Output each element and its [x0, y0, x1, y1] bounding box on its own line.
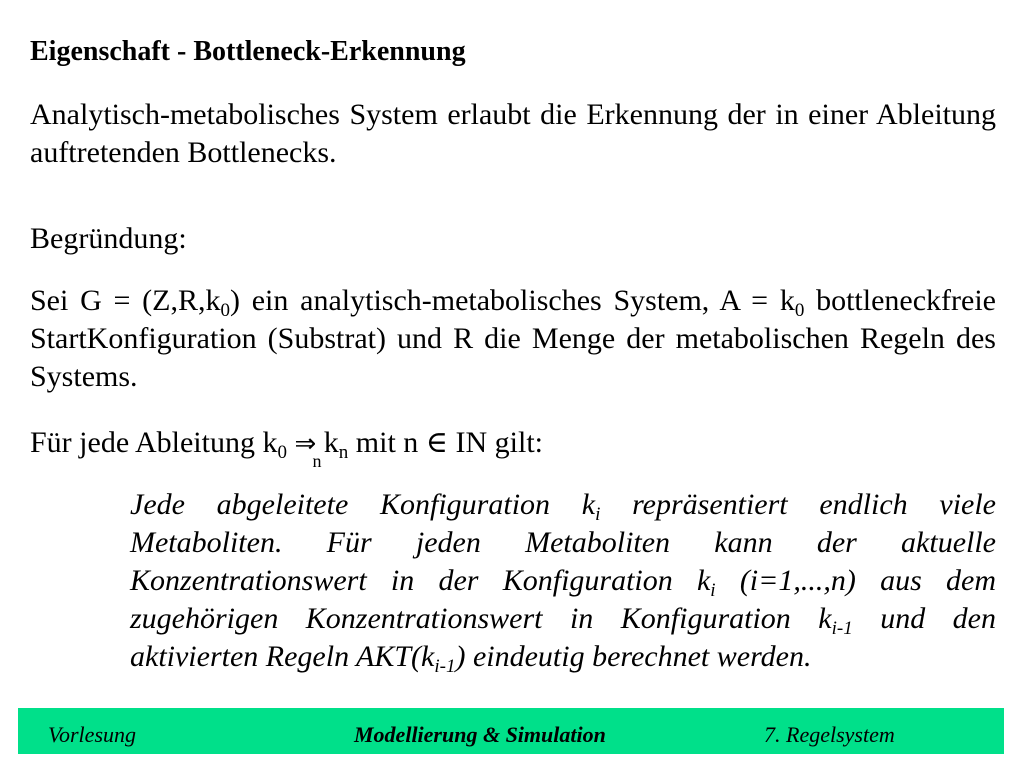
text-span: und den aktivierten Regeln AKT(k: [130, 602, 996, 673]
text-span: mit n: [348, 426, 426, 459]
definition-paragraph: [30, 282, 996, 396]
subscript: n: [338, 442, 349, 463]
text-span: Sei G = (Z,R,k: [30, 284, 221, 317]
arrow-symbol: ⇒: [294, 429, 317, 459]
subscript: i: [710, 580, 716, 601]
footer-chapter: 7. Regelsystem: [764, 722, 895, 747]
conclusion-paragraph: [130, 486, 996, 676]
text-span: Für jede Ableitung k: [30, 426, 278, 459]
arrow-subscript: n: [312, 451, 322, 471]
footer-lecture: Vorlesung: [48, 722, 136, 747]
subscript: 0: [794, 300, 805, 321]
slide-title: Eigenschaft - Bottleneck-Erkennung: [30, 36, 466, 67]
text-span: IN gilt:: [448, 426, 544, 459]
text-span: (i=1,...,n) aus dem zugehörigen Konzentrationswert in Konfiguration k: [130, 564, 996, 635]
footer-bar: [18, 708, 1004, 754]
element-of-icon: ∈: [425, 426, 449, 459]
proof-heading: Begründung:: [30, 222, 187, 255]
footer-course: Modellierung & Simulation: [354, 722, 606, 747]
text-span: k: [316, 426, 339, 459]
text-span: bottleneckfreie StartKonfiguration (Substrat) und R die Menge der metabolischen Regeln des Systems.: [30, 284, 996, 393]
derivation-paragraph: [30, 424, 996, 471]
subscript: 0: [220, 300, 230, 321]
subscript: i-1: [831, 618, 853, 639]
text-span: repräsentiert endlich viele Metaboliten. Für jeden Metaboliten kann der aktuelle Konzentrationswert in der Konfiguration k: [130, 488, 996, 597]
text-span: Jede abgeleitete Konfiguration k: [130, 488, 596, 521]
implies-arrow-icon: [294, 424, 322, 471]
text-span: ) eindeutig berechnet werden.: [455, 640, 812, 673]
subscript: i-1: [434, 656, 456, 677]
statement-paragraph: Analytisch-metabolisches System erlaubt die Erkennung der in einer Ableitung auftretenden Bottlenecks.: [30, 98, 996, 169]
text-span: ) ein analytisch-metabolisches System, A = k: [230, 284, 795, 317]
subscript: i: [595, 504, 601, 525]
subscript: 0: [277, 442, 287, 463]
